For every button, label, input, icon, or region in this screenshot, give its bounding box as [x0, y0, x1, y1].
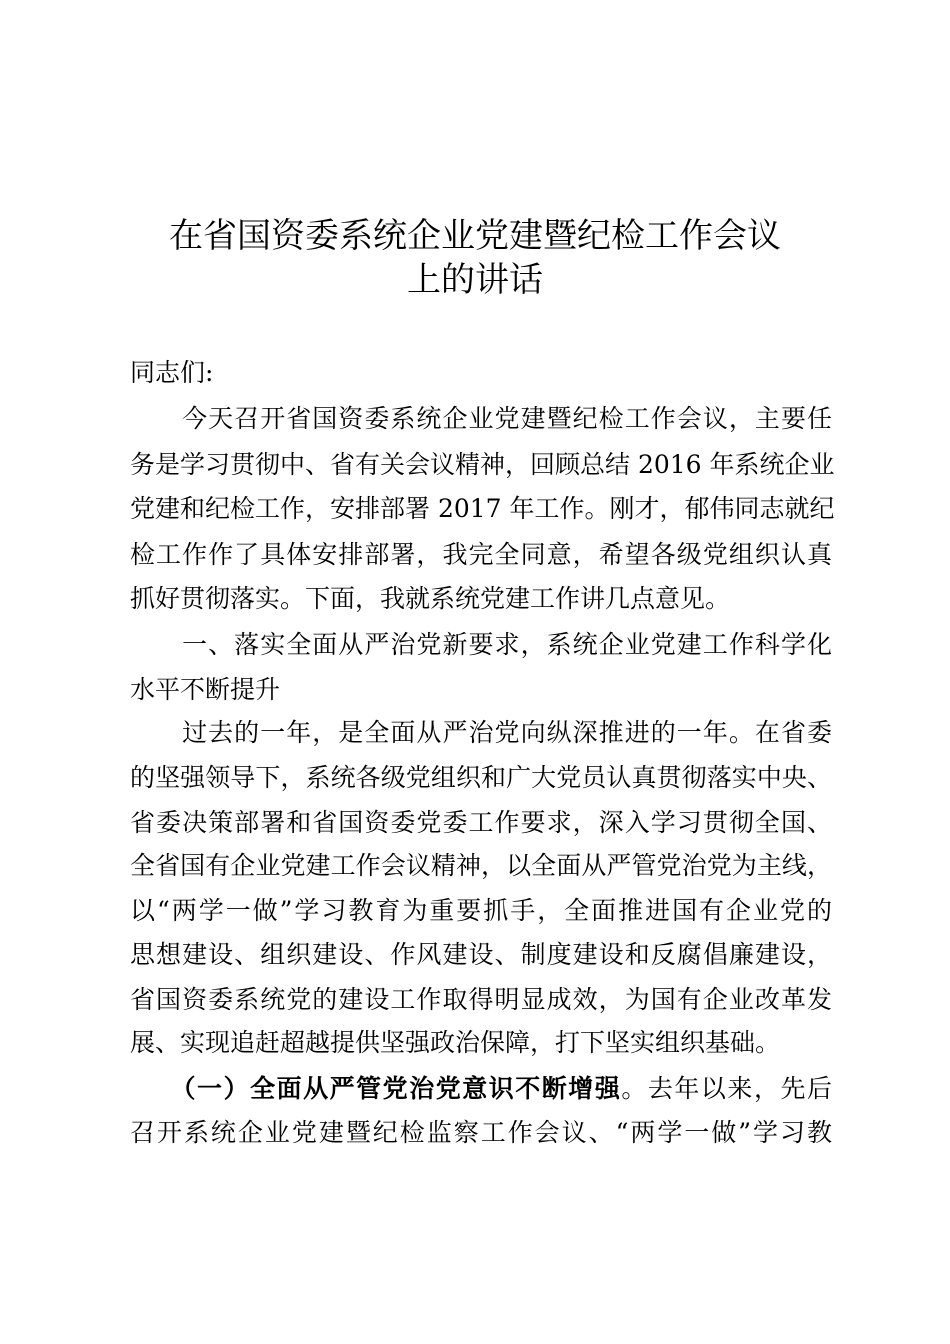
salutation: 同志们:: [130, 358, 214, 387]
body-line: 检工作作了具体安排部署，我完全同意，希望各级党组织认真: [130, 540, 832, 569]
section-heading-line: [130, 1072, 832, 1106]
body-line: 过去的一年，是全面从严治党向纵深推进的一年。在省委: [130, 718, 832, 747]
body-line: 务是学习贯彻中、省有关会议精神，回顾总结 2016 年系统企业: [130, 450, 835, 479]
subheading-rest: 。去年以来，先后: [621, 1074, 832, 1103]
body-line: 思想建设、组织建设、作风建设、制度建设和反腐倡廉建设，: [130, 940, 832, 969]
title-line-2: 上的讲话: [407, 260, 543, 300]
body-line: 省国资委系统党的建设工作取得明显成效，为国有企业改革发: [130, 985, 832, 1014]
body-line: 省委决策部署和省国资委党委工作要求，深入学习贯彻全国、: [130, 808, 832, 837]
body-line: 今天召开省国资委系统企业党建暨纪检工作会议，主要任: [130, 404, 832, 433]
title-line-1: 在省国资委系统企业党建暨纪检工作会议: [169, 216, 781, 256]
body-line: 党建和纪检工作，安排部署 2017 年工作。刚才，郁伟同志就纪: [130, 494, 835, 523]
body-line: 的坚强领导下，系统各级党组织和广大党员认真贯彻落实中央、: [130, 763, 832, 792]
body-line: 一、落实全面从严治党新要求，系统企业党建工作科学化: [130, 630, 832, 659]
body-line: 召开系统企业党建暨纪检监察工作会议、“两学一做”学习教: [130, 1118, 832, 1147]
body-line: 抓好贯彻落实。下面，我就系统党建工作讲几点意见。: [130, 584, 731, 613]
subheading-bold: （一）全面从严管党治党意识不断增强: [130, 1074, 622, 1103]
body-line: 展、实现追赶超越提供坚强政治保障，打下坚实组织基础。: [130, 1028, 781, 1057]
body-line: 水平不断提升: [130, 675, 281, 704]
body-line: 全省国有企业党建工作会议精神，以全面从严管党治党为主线，: [130, 851, 832, 880]
body-line: 以“两学一做”学习教育为重要抓手，全面推进国有企业党的: [130, 896, 832, 925]
